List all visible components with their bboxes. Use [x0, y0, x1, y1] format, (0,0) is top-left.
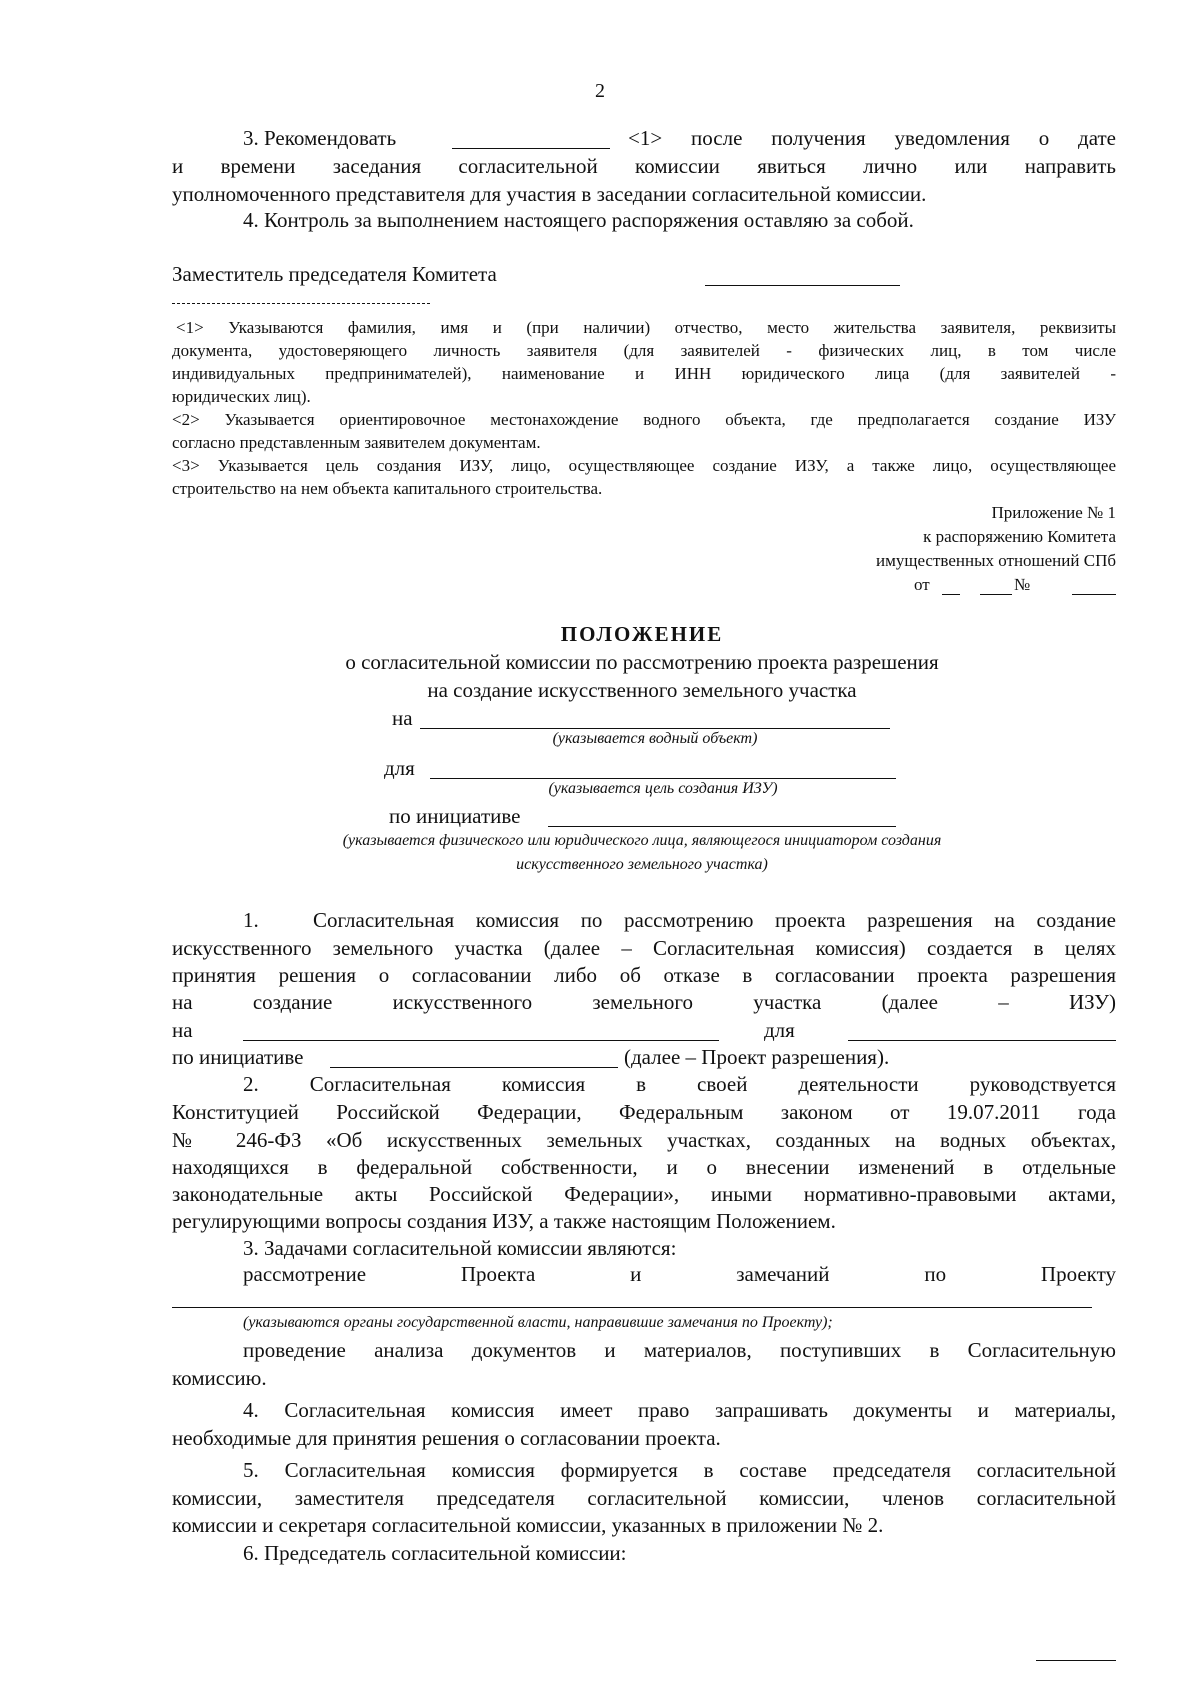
section-3-line-3: проведение анализа документов и материалов, поступивших в Согласительную	[243, 1338, 1116, 1362]
page-number: 2	[595, 80, 605, 102]
appendix-line-2: к распоряжению Комитета	[923, 527, 1116, 546]
footnote-line: юридических лиц).	[172, 387, 311, 406]
p3-ref-text: <1> после получения уведомления о дате	[628, 126, 1116, 150]
dlya-hint: (указывается цель создания ИЗУ)	[548, 780, 778, 797]
footnote-line: <1> Указываются фамилия, имя и (при наличии) отчество, место жительства заявителя, реквизиты	[176, 318, 1116, 337]
section-3-hint: (указываются органы государственной власти, направившие замечания по Проекту);	[243, 1314, 833, 1331]
section-3-blank-line	[172, 1307, 1092, 1308]
na-label: на	[392, 706, 413, 730]
appendix-number-sign: №	[1014, 575, 1031, 594]
dlya-blank-line	[430, 778, 896, 779]
section-1-dlya-blank	[848, 1040, 1116, 1041]
init-hint-1: (указывается физического или юридического лица, являющегося инициатором создания	[342, 832, 942, 849]
appendix-line-1: Приложение № 1	[991, 503, 1116, 522]
p4-line: 4. Контроль за выполнением настоящего распоряжения оставляю за собой.	[243, 208, 914, 232]
section-1-number: 1.	[243, 908, 259, 932]
init-blank-line	[548, 826, 896, 827]
section-4-line-2: необходимые для принятия решения о согласовании проекта.	[172, 1426, 721, 1450]
footnote-line: строительство на нем объекта капитального строительства.	[172, 479, 603, 498]
section-5-line-3: комиссии и секретаря согласительной комиссии, указанных в приложении № 2.	[172, 1513, 884, 1537]
appendix-date-blank-2	[980, 594, 1012, 595]
section-2-line-6: регулирующими вопросы создания ИЗУ, а также настоящим Положением.	[172, 1209, 836, 1233]
section-2-line-4: находящихся в федеральной собственности, и о внесении изменений в отдельные	[172, 1155, 1116, 1179]
document-title: ПОЛОЖЕНИЕ	[560, 622, 724, 646]
p3-line-3: уполномоченного представителя для участия в заседании согласительной комиссии.	[172, 182, 927, 206]
section-4-line-1: 4. Согласительная комиссия имеет право запрашивать документы и материалы,	[243, 1398, 1116, 1422]
section-6-line-1: 6. Председатель согласительной комиссии:	[243, 1541, 627, 1565]
section-2-line-1: 2. Согласительная комиссия в своей деятельности руководствуется	[243, 1072, 1116, 1096]
footnote-line: <3> Указывается цель создания ИЗУ, лицо, осуществляющее создание ИЗУ, а также лицо, осуществляющее	[172, 456, 1116, 475]
section-1-end: (далее – Проект разрешения).	[624, 1045, 890, 1069]
na-hint: (указывается водный объект)	[552, 730, 758, 747]
signature-title: Заместитель председателя Комитета	[172, 262, 497, 286]
document-subtitle-1: о согласительной комиссии по рассмотрению проекта разрешения	[345, 650, 939, 674]
section-1-na: на	[172, 1018, 193, 1042]
p3-blank-line	[452, 148, 610, 149]
section-1-line-1: Согласительная комиссия по рассмотрению проекта разрешения на создание	[313, 908, 1116, 932]
section-2-line-2: Конституцией Российской Федерации, Федеральным законом от 19.07.2011 года	[172, 1100, 1116, 1124]
section-2-line-3: № 246-ФЗ «Об искусственных земельных участках, созданных на водных объектах,	[172, 1128, 1116, 1152]
signature-line	[705, 285, 900, 286]
appendix-number-blank	[1072, 594, 1116, 595]
dlya-label: для	[384, 756, 415, 780]
section-1-na-blank	[243, 1040, 719, 1041]
init-hint-2: искусственного земельного участка)	[516, 856, 768, 873]
na-blank-line	[420, 728, 890, 729]
footnote-separator	[172, 303, 430, 304]
section-3-line-1: 3. Задачами согласительной комиссии являются:	[243, 1236, 677, 1260]
section-1-line-4: на создание искусственного земельного участка (далее – ИЗУ)	[172, 990, 1116, 1014]
section-1-line-2: искусственного земельного участка (далее – Согласительная комиссия) создается в целях	[172, 936, 1116, 960]
section-5-line-1: 5. Согласительная комиссия формируется в составе председателя согласительной	[243, 1458, 1116, 1482]
footnote-line: документа, удостоверяющего личность заявителя (для заявителей - физических лиц, в том числе	[172, 341, 1116, 360]
section-3-line-4: комиссию.	[172, 1366, 267, 1390]
section-1-init-blank	[330, 1067, 618, 1068]
section-5-line-2: комиссии, заместителя председателя согласительной комиссии, членов согласительной	[172, 1486, 1116, 1510]
appendix-date-blank	[942, 594, 960, 595]
appendix-line-3: имущественных отношений СПб	[876, 551, 1116, 570]
footnote-line: согласно представленным заявителем документам.	[172, 433, 541, 452]
section-1-init: по инициативе	[172, 1045, 304, 1069]
footnote-line: <2> Указывается ориентировочное местонахождение водного объекта, где предполагается создание ИЗУ	[172, 410, 1116, 429]
section-2-line-5: законодательные акты Российской Федерации», иными нормативно-правовыми актами,	[172, 1182, 1116, 1206]
document-subtitle-2: на создание искусственного земельного участка	[427, 678, 857, 702]
p3-start: 3. Рекомендовать	[243, 126, 397, 150]
section-1-line-3: принятия решения о согласовании либо об отказе в согласовании проекта разрешения	[172, 963, 1116, 987]
footnote-line: индивидуальных предпринимателей), наименование и ИНН юридического лица (для заявителей -	[172, 364, 1116, 383]
p3-line-2: и времени заседания согласительной комиссии явиться лично или направить	[172, 154, 1116, 178]
init-label: по инициативе	[389, 804, 521, 828]
section-3-line-2: рассмотрение Проекта и замечаний по Проекту	[243, 1262, 1116, 1286]
scan-mark-line	[1036, 1660, 1116, 1661]
section-1-dlya: для	[764, 1018, 795, 1042]
appendix-from: от	[914, 575, 930, 594]
